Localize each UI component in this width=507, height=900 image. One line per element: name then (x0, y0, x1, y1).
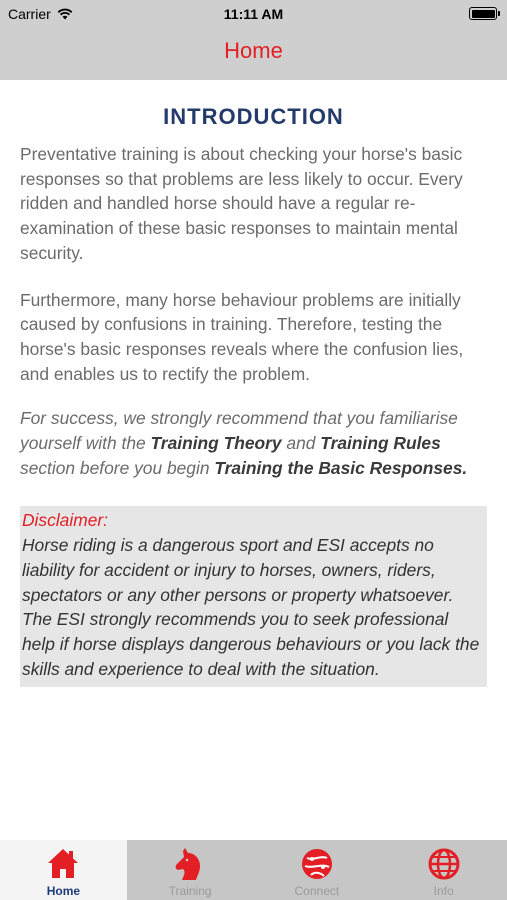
tab-training[interactable] (127, 840, 254, 900)
disclaimer-box (20, 506, 487, 687)
tab-connect-label: Connect (294, 884, 340, 898)
tab-info-label: Info (433, 884, 454, 898)
basic-responses-link: Training the Basic Responses. (214, 457, 468, 478)
home-icon (45, 846, 81, 882)
section-heading: INTRODUCTION (163, 104, 344, 129)
status-bar (0, 0, 507, 28)
tab-info[interactable] (380, 840, 507, 900)
training-theory-link: Training Theory (150, 433, 282, 454)
carrier-label: Carrier (8, 6, 51, 22)
success-recommendation (20, 406, 487, 480)
training-rules-link: Training Rules (320, 433, 441, 454)
globe-connect-icon (299, 846, 335, 882)
tab-connect[interactable] (254, 840, 381, 900)
battery-fill (472, 10, 495, 18)
disclaimer-text: Horse riding is a dangerous sport and ESI accepts no liability for accident or injury to horses, owners, riders, spectators or any other persons or property whatsoever. The ESI strongly recommends you to seek professional help if horse displays dangerous behaviours or you lack the skills and experience to deal with the situation. (22, 535, 480, 679)
status-time: 11:11 AM (223, 6, 284, 22)
intro-paragraph-1: Preventative training is about checking your horse's basic responses so that problems are less likely to occur. Every ridden and handled horse should have a regular re-examination of these basic responses to maintain mental security. (20, 144, 463, 263)
top-bar (0, 0, 507, 80)
intro-paragraph-2: Furthermore, many horse behaviour problems are initially caused by confusions in training. Therefore, testing the horse's basic responses reveals where the confusion lies, and enables us to rectify the problem. (20, 289, 464, 384)
disclaimer-title: Disclaimer: (22, 510, 108, 531)
tab-training-label: Training (168, 884, 212, 898)
tab-home-label: Home (46, 884, 81, 898)
success-text-2: and (281, 433, 321, 454)
battery-icon (469, 7, 497, 20)
success-text-1: For success, we strongly recommend that you familiarise yourself with the (20, 408, 458, 454)
tab-home[interactable] (0, 840, 127, 900)
success-text-3: section before you begin (20, 457, 215, 478)
horse-head-icon (172, 846, 208, 882)
main-content (20, 80, 487, 687)
globe-info-icon (426, 846, 462, 882)
page-title: Home (224, 38, 283, 63)
tab-bar (0, 840, 507, 900)
